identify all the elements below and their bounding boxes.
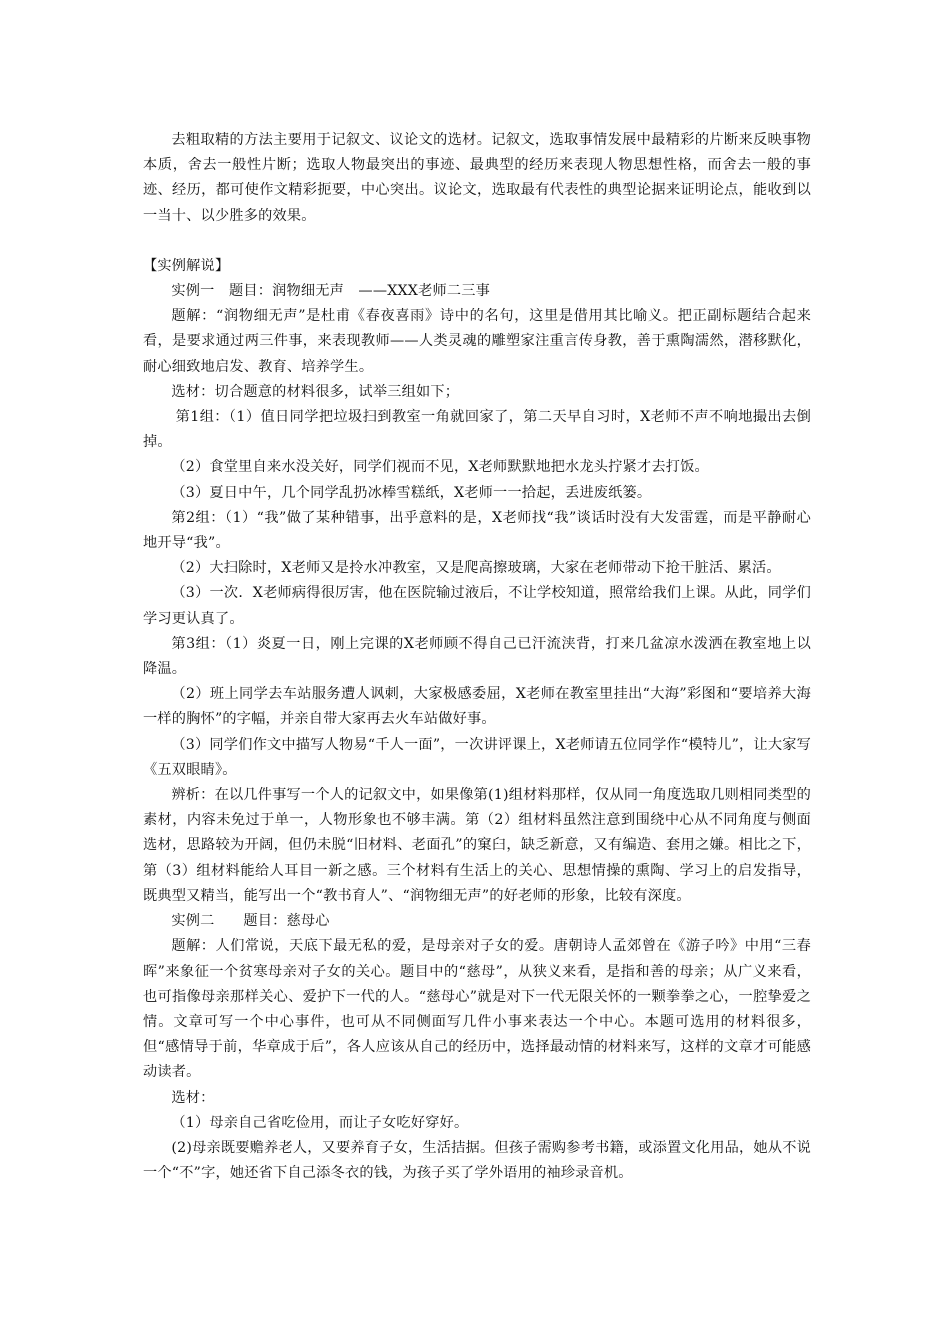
section-heading: 【实例解说】 [143,257,230,274]
document-body [143,128,811,1186]
example-1-analysis: 辨析：在以几件事写一个人的记叙文中，如果像第(1)组材料那样，仅从同一角度选取几则相同类型的素材，内容未免过于单一，人物形象也不够丰满。第（2）组材料虽然注意到围绕中心从不同角度与侧面选材，思路较为开阔，但仍未脱“旧材料、老面孔”的窠臼，缺乏新意，又有编造、套用之嫌。相比之下，第（3）组材料能给人耳目一新之感。三个材料有生活上的关心、思想情操的熏陶、学习上的启发指导，既典型又精当，能写出一个“教书育人”、“润物细无声”的好老师的形象，比较有深度。 [143,787,811,904]
example-1-material-intro: 选材：切合题意的材料很多，试举三组如下； [171,383,460,400]
group-3-item-1: 第3组：（1）炎夏一日，刚上完课的X老师顾不得自己已汗流浃背，打来几盆凉水泼洒在教室地上以降温。 [143,635,811,678]
group-1-item-1: 第1组：（1）值日同学把垃圾扫到教室一角就回家了，第二天早自习时，X老师不声不响地撮出去倒掉。 [143,409,811,451]
intro-paragraph: 去粗取精的方法主要用于记叙文、议论文的选材。记叙文，选取事情发展中最精彩的片断来反映事物本质，舍去一般性片断；选取人物最突出的事迹、最典型的经历来表现人物思想性格，而舍去一般的事迹、经历，都可使作文精彩扼要，中心突出。议论文，选取最有代表性的典型论据来证明论点，能收到以一当十、以少胜多的效果。 [143,132,811,224]
example-2-material-intro: 选材： [171,1089,215,1106]
group-3-item-3: （3）同学们作文中描写人物易“千人一面”，一次讲评课上，X老师请五位同学作“模特儿”，让大家写《五双眼睛》。 [143,736,811,778]
paragraph-gap [143,229,811,254]
example-2-item-2: (2)母亲既要赡养老人，又要养育子女，生活拮据。但孩子需购参考书籍，或添置文化用品，她从不说一个“不”字，她还省下自己添冬衣的钱，为孩子买了学外语用的袖珍录音机。 [143,1139,811,1182]
group-3-item-2: （2）班上同学去车站服务遭人讽刺，大家极感委屈，X老师在教室里挂出“大海”彩图和“要培养大海一样的胸怀”的字幅，并亲自带大家再去火车站做好事。 [143,686,811,728]
example-1-title: 实例一 题目：润物细无声 ——XXX老师二三事 [171,283,491,300]
example-2-explanation: 题解：人们常说，天底下最无私的爱，是母亲对子女的爱。唐朝诗人孟郊曾在《游子吟》中用“三春晖”来象征一个贫寒母亲对子女的关心。题目中的“慈母”，从狭义来看，是指和善的母亲；从广义来看，也可指像母亲那样关心、爱护下一代的人。“慈母心”就是对下一代无限关怀的一颗拳拳之心，一腔挚爱之情。文章可写一个中心事件，也可从不同侧面写几件小事来表达一个中心。本题可选用的材料很多，但“感情导于前，华章成于后”，各人应该从自己的经历中，选择最动情的材料来写，这样的文章才可能感动读者。 [143,938,811,1081]
example-2-title: 实例二 题目：慈母心 [171,913,330,930]
example-2-item-1: （1）母亲自己省吃俭用，而让子女吃好穿好。 [171,1114,469,1131]
group-1-item-3: （3）夏日中午，几个同学乱扔冰棒雪糕纸，X老师一一拾起，丢进废纸篓。 [171,484,652,501]
group-2-item-3: （3）一次．X老师病得很厉害，他在医院输过液后，不让学校知道，照常给我们上课。从此，同学们学习更认真了。 [143,585,811,627]
group-2-item-1: 第2组：（1）“我”做了某种错事，出乎意料的是，X老师找“我”谈话时没有大发雷霆，而是平静耐心地开导“我”。 [143,509,811,552]
group-2-item-2: （2）大扫除时，X老师又是拎水冲教室，又是爬高擦玻璃，大家在老师带动下抢干脏活、累活。 [171,560,781,577]
example-1-explanation: 题解：“润物细无声”是杜甫《春夜喜雨》诗中的名句，这里是借用其比喻义。把正副标题结合起来看，是要求通过两三件事，来表现教师——人类灵魂的雕塑家注重言传身教，善于熏陶濡然，潜移默化，耐心细致地启发、教育、培养学生。 [143,308,811,375]
group-1-item-2: （2）食堂里自来水没关好，同学们视而不见，X老师默默地把水龙头拧紧才去打饭。 [171,459,709,476]
